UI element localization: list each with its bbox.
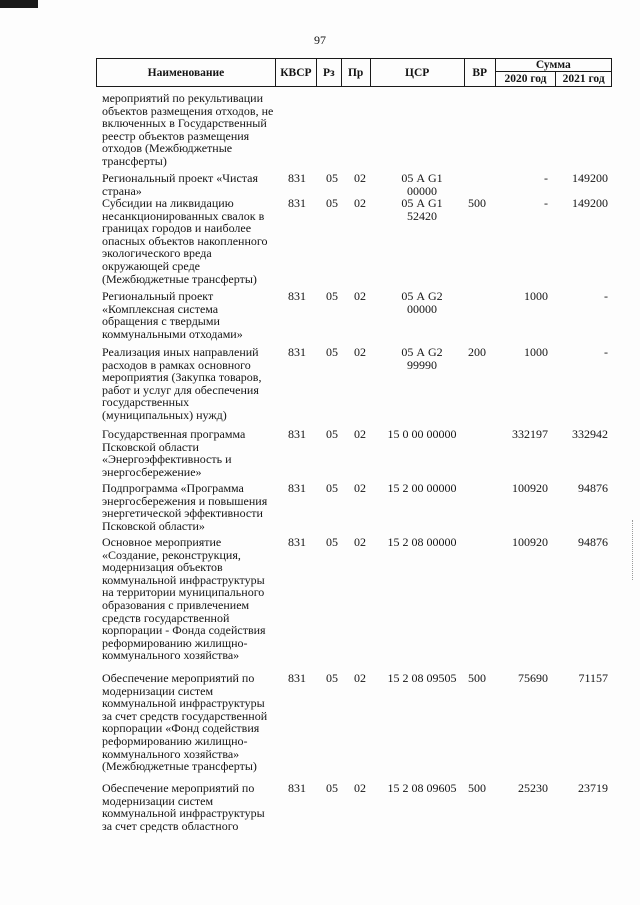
row-vr: 500 <box>468 196 486 210</box>
row-sum-2020: - <box>544 171 548 185</box>
row-rz: 05 <box>326 345 338 359</box>
row-csr: 05 А G1 52420 <box>401 196 443 223</box>
scan-edge-mark <box>632 520 634 580</box>
row-kvsr: 831 <box>288 196 306 210</box>
row-vr: 500 <box>468 671 486 685</box>
row-name: Реализация иных направлений расходов в рамках основного мероприятия (Закупка товаров, работ и услуг для обеспечения государственных (муниципальных) нужд) <box>102 345 262 422</box>
row-sum-2021: - <box>604 345 608 359</box>
row-rz: 05 <box>326 196 338 210</box>
row-rz: 05 <box>326 671 338 685</box>
table-header <box>96 58 612 87</box>
row-pr: 02 <box>354 171 366 185</box>
row-vr: 200 <box>468 345 486 359</box>
header-name: Наименование <box>97 59 276 87</box>
row-name: Обеспечение мероприятий по модернизации систем коммунальной инфраструктуры за счет средств государственной корпорации «Фонд содействия реформированию жилищно- коммунального хозяйства» (Межбюджетные трансферты) <box>102 671 268 774</box>
header-csr: ЦСР <box>370 59 464 87</box>
row-sum-2020: 1000 <box>524 345 548 359</box>
row-sum-2020: 100920 <box>512 535 548 549</box>
row-kvsr: 831 <box>288 781 306 795</box>
row-kvsr: 831 <box>288 481 306 495</box>
row-sum-2021: 23719 <box>578 781 608 795</box>
header-kvsr: КВСР <box>275 59 316 87</box>
row-pr: 02 <box>354 345 366 359</box>
row-pr: 02 <box>354 289 366 303</box>
row-sum-2021: 94876 <box>578 535 608 549</box>
row-name: Обеспечение мероприятий по модернизации систем коммунальной инфраструктуры за счет средств областного <box>102 781 265 833</box>
row-kvsr: 831 <box>288 345 306 359</box>
row-name: Региональный проект «Комплексная система обращения с твердыми коммунальными отходами» <box>102 289 243 341</box>
scan-corner-mark <box>0 0 38 8</box>
header-year-2021: 2021 год <box>556 72 612 87</box>
row-sum-2021: 149200 <box>572 171 608 185</box>
header-vr: ВР <box>464 59 495 87</box>
row-pr: 02 <box>354 535 366 549</box>
row-name: Государственная программа Псковской области «Энергоэффективность и энергосбережение» <box>102 427 246 479</box>
header-sum: Сумма <box>495 59 611 72</box>
row-name: Подпрограмма «Программа энергосбережения и повышения энергетической эффективности Псковской области» <box>102 481 268 533</box>
row-csr: 15 0 00 00000 <box>387 427 457 441</box>
header-pr: Пр <box>341 59 370 87</box>
row-pr: 02 <box>354 427 366 441</box>
page-number: 97 <box>314 33 326 47</box>
row-sum-2021: - <box>604 289 608 303</box>
row-csr: 15 2 08 09605 <box>387 781 457 795</box>
row-rz: 05 <box>326 781 338 795</box>
row-csr: 05 А G2 00000 <box>401 289 443 316</box>
row-kvsr: 831 <box>288 289 306 303</box>
row-pr: 02 <box>354 671 366 685</box>
row-rz: 05 <box>326 481 338 495</box>
row-name: Основное мероприятие «Создание, реконструкция, модернизация объектов коммунальной инфраструктуры на территории муниципального образования с привлечением средств государственной корпорации - Фонда содействия реформированию жилищно- коммунального хозяйства» <box>102 535 266 663</box>
row-csr: 05 А G1 00000 <box>401 171 443 198</box>
row-csr: 15 2 08 00000 <box>387 535 457 549</box>
row-pr: 02 <box>354 781 366 795</box>
row-csr: 15 2 08 09505 <box>387 671 457 685</box>
row-sum-2020: 75690 <box>518 671 548 685</box>
row-rz: 05 <box>326 171 338 185</box>
row-sum-2021: 94876 <box>578 481 608 495</box>
row-rz: 05 <box>326 535 338 549</box>
row-sum-2021: 332942 <box>572 427 608 441</box>
row-sum-2020: 332197 <box>512 427 548 441</box>
row-kvsr: 831 <box>288 671 306 685</box>
row-sum-2021: 149200 <box>572 196 608 210</box>
row-sum-2021: 71157 <box>578 671 608 685</box>
row-sum-2020: 100920 <box>512 481 548 495</box>
header-year-2020: 2020 год <box>495 72 556 87</box>
row-name: Субсидии на ликвидацию несанкционированных свалок в границах городов и наиболее опасных объектов накопленного экологического вреда окружающей среде (Межбюджетные трансферты) <box>102 196 268 286</box>
row-csr: 05 А G2 99990 <box>401 345 443 372</box>
row-vr: 500 <box>468 781 486 795</box>
row-sum-2020: 1000 <box>524 289 548 303</box>
row-sum-2020: 25230 <box>518 781 548 795</box>
row-rz: 05 <box>326 427 338 441</box>
row-kvsr: 831 <box>288 535 306 549</box>
row-csr: 15 2 00 00000 <box>387 481 457 495</box>
row-kvsr: 831 <box>288 171 306 185</box>
row-name: мероприятий по рекультивации объектов размещения отходов, не включенных в Государственный реестр объектов размещения отходов (Межбюджетные трансферты) <box>102 91 274 168</box>
row-kvsr: 831 <box>288 427 306 441</box>
header-rz: Рз <box>316 59 341 87</box>
row-name: Региональный проект «Чистая страна» <box>102 171 258 198</box>
row-sum-2020: - <box>544 196 548 210</box>
row-pr: 02 <box>354 481 366 495</box>
row-pr: 02 <box>354 196 366 210</box>
row-rz: 05 <box>326 289 338 303</box>
